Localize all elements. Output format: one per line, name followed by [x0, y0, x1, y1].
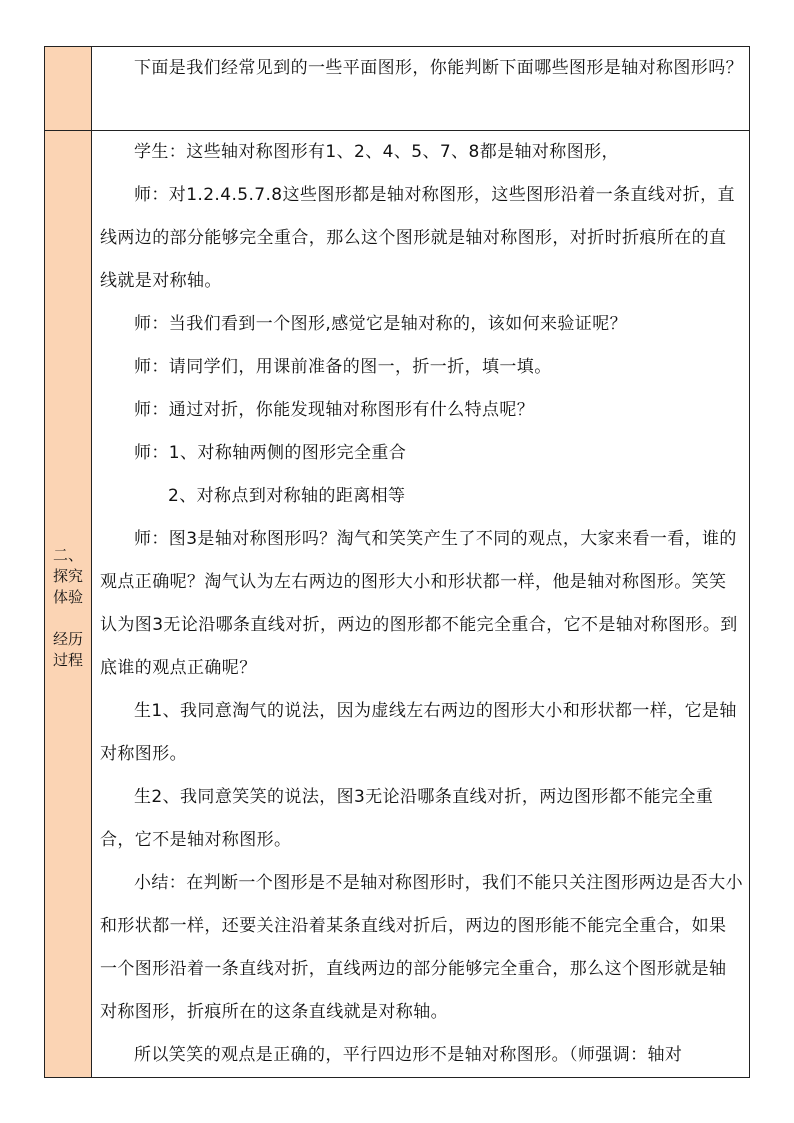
- section-label-line: 体验: [52, 588, 83, 606]
- student-2-paragraph: 生2、我同意笑笑的说法，图3无论沿哪条直线对折，两边图形都不能完全重合，它不是轴对称图形。: [100, 787, 714, 850]
- side-cell-empty: [45, 47, 92, 131]
- feature-item-2: 2、对称点到对称轴的距离相等: [168, 486, 406, 506]
- table-row: [45, 131, 750, 1078]
- section-label-gap: [45, 608, 91, 629]
- teacher-explanation-paragraph: 师：对1.2.4.5.7.8这些图形都是轴对称图形，这些图形沿着一条直线对折，直线两边的部分能够完全重合，那么这个图形就是轴对称图形，对折时折痕所在的直线就是对称轴。: [100, 185, 735, 291]
- section-label: [45, 537, 91, 671]
- lesson-table: [44, 46, 750, 1078]
- section-label-line: 探究: [52, 567, 83, 585]
- teacher-discussion-paragraph: 师：图3是轴对称图形吗？淘气和笑笑产生了不同的观点，大家来看一看，谁的观点正确呢？淘气认为左右两边的图形大小和形状都一样，他是轴对称图形。笑笑认为图3无论沿哪条直线对折，两边的图形都不能完全重合，它不是轴对称图形。到底谁的观点正确呢？: [100, 529, 738, 678]
- teacher-instruction-paragraph: 师：请同学们，用课前准备的图一，折一折，填一填。: [134, 357, 552, 377]
- section-number: 二、: [52, 546, 83, 564]
- summary-paragraph: 小结：在判断一个图形是不是轴对称图形时，我们不能只关注图形两边是否大小和形状都一样，还要关注沿着某条直线对折后，两边的图形能不能完全重合，如果一个图形沿着一条直线对折，直线两边的部分能够完全重合，那么这个图形就是轴对称图形，折痕所在的这条直线就是对称轴。: [100, 873, 743, 1022]
- section-label-cell: [45, 131, 92, 1078]
- question-paragraph: 下面是我们经常见到的一些平面图形，你能判断下面哪些图形是轴对称图形吗？: [134, 58, 743, 78]
- content-cell-main: [92, 131, 750, 1078]
- conclusion-paragraph: 所以笑笑的观点是正确的，平行四边形不是轴对称图形。（师强调：轴对: [134, 1045, 683, 1065]
- feature-item-1: 师：1、对称轴两侧的图形完全重合: [134, 443, 407, 463]
- teacher-question-paragraph: 师：通过对折，你能发现轴对称图形有什么特点呢？: [134, 400, 535, 420]
- content-cell-top: [92, 47, 750, 131]
- section-label-line: 经历: [52, 630, 83, 648]
- section-label-line: 过程: [52, 651, 83, 669]
- table-row: [45, 47, 750, 131]
- student-answer-paragraph: 学生：这些轴对称图形有1、2、4、5、7、8都是轴对称图形，: [134, 142, 619, 162]
- teacher-question-paragraph: 师：当我们看到一个图形,感觉它是轴对称的，该如何来验证呢？: [134, 314, 628, 334]
- student-1-paragraph: 生1、我同意淘气的说法，因为虚线左右两边的图形大小和形状都一样，它是轴对称图形。: [100, 701, 737, 764]
